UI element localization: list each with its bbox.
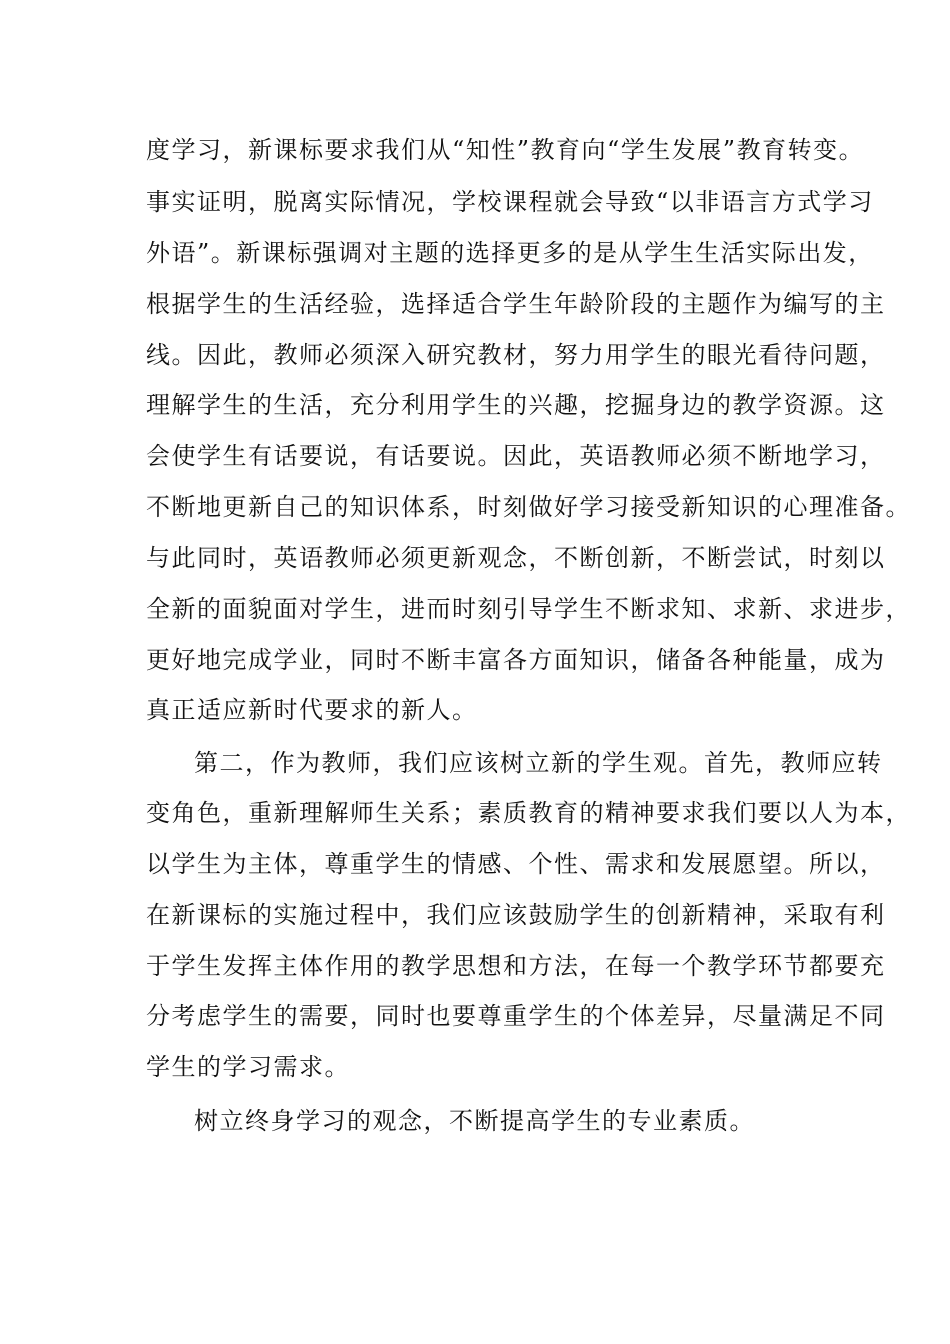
paragraph-2-line-4: 在新课标的实施过程中，我们应该鼓励学生的创新精神，采取有利 <box>146 901 886 929</box>
paragraph-2-line-6: 分考虑学生的需要，同时也要尊重学生的个体差异，尽量满足不同 <box>146 1002 886 1030</box>
paragraph-1-line-10: 全新的面貌面对学生，进而时刻引导学生不断求知、求新、求进步， <box>146 595 911 623</box>
paragraph-2-line-7: 学生的学习需求。 <box>146 1053 350 1081</box>
paragraph-1-line-4: 根据学生的生活经验，选择适合学生年龄阶段的主题作为编写的主 <box>146 290 886 318</box>
paragraph-1-line-11: 更好地完成学业，同时不断丰富各方面知识，储备各种能量，成为 <box>146 646 886 674</box>
paragraph-2-line-1: 第二，作为教师，我们应该树立新的学生观。首先，教师应转 <box>194 749 883 777</box>
paragraph-1-line-3: 外语”。新课标强调对主题的选择更多的是从学生生活实际出发， <box>146 239 874 267</box>
paragraph-2-line-2: 变角色，重新理解师生关系；素质教育的精神要求我们要以人为本， <box>146 799 911 827</box>
paragraph-1-line-12: 真正适应新时代要求的新人。 <box>146 696 478 724</box>
paragraph-1-line-7: 会使学生有话要说，有话要说。因此，英语教师必须不断地学习， <box>146 442 886 470</box>
paragraph-1-line-1: 度学习，新课标要求我们从“知性”教育向“学生发展”教育转变。 <box>146 136 865 164</box>
paragraph-1-line-5: 线。因此，教师必须深入研究教材，努力用学生的眼光看待问题， <box>146 341 886 369</box>
paragraph-2-line-3: 以学生为主体，尊重学生的情感、个性、需求和发展愿望。所以， <box>146 850 886 878</box>
paragraph-3-line-1: 树立终身学习的观念，不断提高学生的专业素质。 <box>194 1107 755 1135</box>
paragraph-1-line-6: 理解学生的生活，充分利用学生的兴趣，挖掘身边的教学资源。这 <box>146 391 886 419</box>
paragraph-1-line-2: 事实证明，脱离实际情况，学校课程就会导致“以非语言方式学习 <box>146 188 874 216</box>
paragraph-2-line-5: 于学生发挥主体作用的教学思想和方法，在每一个教学环节都要充 <box>146 952 886 980</box>
paragraph-1-line-8: 不断地更新自己的知识体系，时刻做好学习接受新知识的心理准备。 <box>146 493 911 521</box>
paragraph-1-line-9: 与此同时，英语教师必须更新观念，不断创新，不断尝试，时刻以 <box>146 544 886 572</box>
